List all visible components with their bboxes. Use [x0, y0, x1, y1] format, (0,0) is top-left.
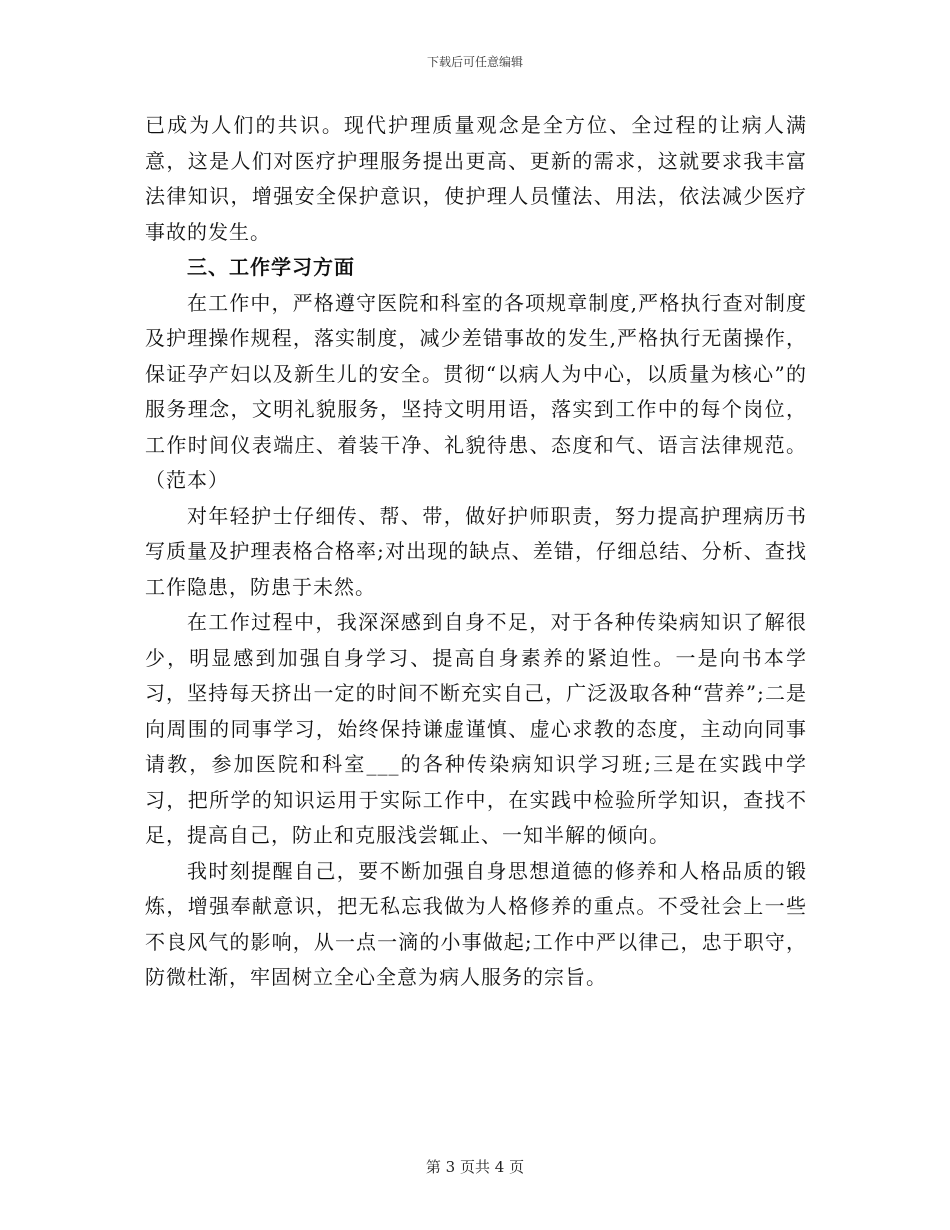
paragraph-self-cultivation: 我时刻提醒自己，要不断加强自身思想道德的修养和人格品质的锻炼，增强奉献意识，把无私忘我做为人格修养的重点。不受社会上一些不良风气的影响，从一点一滴的小事做起;工作中严以律己，忠于职守，防微杜渐，牢固树立全心全意为病人服务的宗旨。 [145, 858, 807, 989]
page-header-note: 下载后可任意编辑 [426, 55, 523, 69]
paragraph-learning: 在工作过程中，我深深感到自身不足，对于各种传染病知识了解很少，明显感到加强自身学习、提高自身素养的紧迫性。一是向书本学习，坚持每天挤出一定的时间不断充实自己，广泛汲取各种“营养”;二是向周围的同事学习，始终保持谦虚谨慎、虚心求教的态度，主动向同事请教，参加医院和科室___的各种传染病知识学习班;三是在实践中学习，把所学的知识运用于实际工作中，在实践中检验所学知识，查找不足，提高自己，防止和克服浅尝辄止、一知半解的倾向。 [145, 610, 807, 847]
paragraph-mentoring: 对年轻护士仔细传、帮、带，做好护师职责，努力提高护理病历书写质量及护理表格合格率;对出现的缺点、差错，仔细总结、分析、查找工作隐患，防患于未然。 [145, 503, 807, 599]
paragraph-continued: 已成为人们的共识。现代护理质量观念是全方位、全过程的让病人满意，这是人们对医疗护理服务提出更高、更新的需求，这就要求我丰富法律知识，增强安全保护意识，使护理人员懂法、用法，依法减少医疗事故的发生。 [145, 113, 807, 244]
section-heading: 三、工作学习方面 [187, 255, 355, 279]
paragraph-work-rules: 在工作中，严格遵守医院和科室的各项规章制度,严格执行查对制度及护理操作规程，落实制度，减少差错事故的发生,严格执行无菌操作，保证孕产妇以及新生儿的安全。贯彻“以病人为中心，以质量为核心”的服务理念，文明礼貌服务，坚持文明用语，落实到工作中的每个岗位，工作时间仪表端庄、着装干净、礼貌待患、态度和气、语言法律规范。（范本） [145, 290, 807, 492]
document-body [145, 108, 807, 996]
page-number-footer: 第 3 页共 4 页 [425, 1158, 525, 1176]
